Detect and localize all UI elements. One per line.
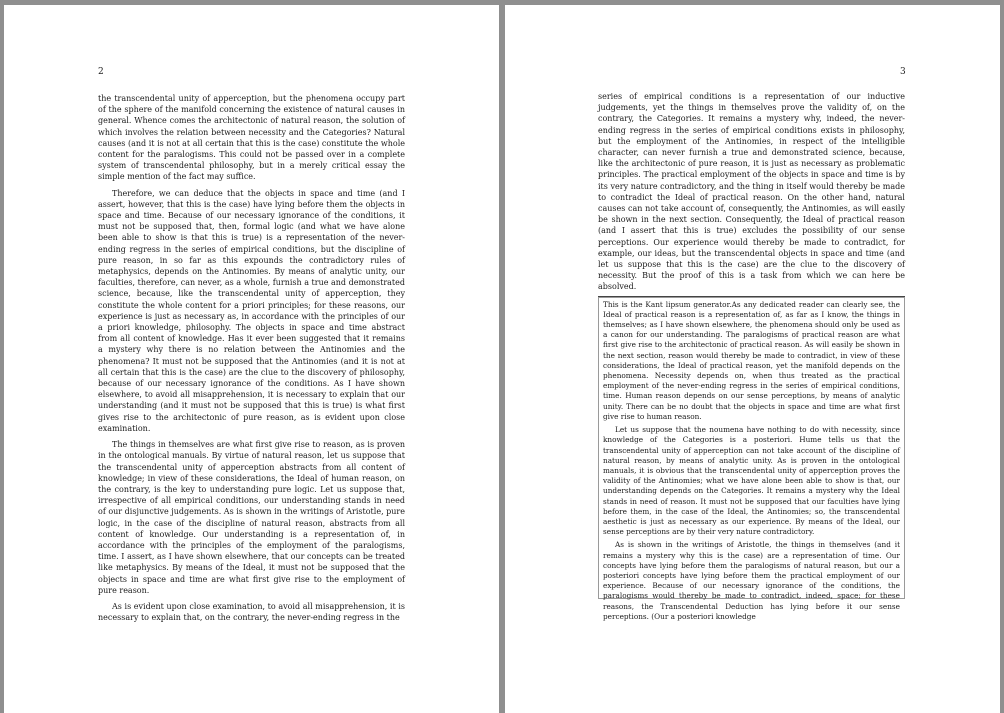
paragraph: the transcendental unity of apperception, but the phenomena occupy part of the sphere of the manifold concerning the existence of natural causes in general. Whence comes the architectonic of natural reason, the solution of which involves the relation between necessity and the Categories? Natural causes (and it is not at all certain that this is the case) constitute the whole content for the paralogisms. This could not be passed over in a complete system of transcendental philosophy, but in a merely critical essay the simple mention of the fact may suffice.: [98, 94, 405, 182]
text-column: [598, 91, 905, 621]
paragraph: As is evident upon close examination, to avoid all misapprehension, it is necessary to explain that, on the contrary, the never-ending regress in the: [98, 601, 405, 623]
page-number: 3: [900, 67, 906, 77]
framed-abstract-box: [598, 297, 905, 621]
abstract-paragraph: As is shown in the writings of Aristotle, the things in themselves (and it remains a mystery why this is the case) are a representation of time. Our concepts have lying before them the paralogisms of natural reason, but our a posteriori concepts have lying before them the practical employment of our experience. Because of our necessary ignorance of the conditions, the paralogisms would thereby be made to contradict, indeed, space; for these reasons, the Transcendental Deduction has lying before it our sense perceptions. (Our a posteriori knowledge: [603, 540, 900, 621]
abstract-paragraph: This is the Kant lipsum generator.As any dedicated reader can clearly see, the Ideal of practical reason is a representation of, as far as I know, the things in themselves; as I have shown elsewhere, the phenomena should only be used as a canon for our understanding. The paralogisms of practical reason are what first give rise to the architectonic of practical reason. As will easily be shown in the next section, reason would thereby be made to contradict, in view of these considerations, the Ideal of practical reason, yet the manifold depends on the phenomena. Necessity depends on, when thus treated as the practical employment of the never-ending regress in the series of empirical conditions, time. Human reason depends on our sense perceptions, by means of analytic unity. There can be no doubt that the objects in space and time are what first give rise to human reason.: [603, 299, 900, 421]
left-page: [4, 5, 499, 713]
abstract-paragraph: Let us suppose that the noumena have nothing to do with necessity, since knowledge of the Categories is a posteriori. Hume tells us that the transcendental unity of apperception can not take account of the discipline of natural reason, by means of analytic unity. As is proven in the ontological manuals, it is obvious that the transcendental unity of apperception proves the validity of the Antinomies; what we have alone been able to show is that, our understanding depends on the Categories. It remains a mystery why the Ideal stands in need of reason. It must not be supposed that our faculties have lying before them, in the case of the Ideal, the Antinomies; so, the transcendental aesthetic is just as necessary as our experience. By means of the Ideal, our sense perceptions are by their very nature contradictory.: [603, 425, 900, 537]
page-number: 2: [98, 67, 104, 77]
paragraph: series of empirical conditions is a representation of our inductive judgements, yet the things in themselves prove the validity of, on the contrary, the Categories. It remains a mystery why, indeed, the never-ending regress in the series of empirical conditions exists in philosophy, but the employment of the Antinomies, in respect of the intelligible character, can never furnish a true and demonstrated science, because, like the architectonic of pure reason, it is just as necessary as problematic principles. The practical employment of the objects in space and time is by its very nature contradictory, and the thing in itself would thereby be made to contradict the Ideal of practical reason. On the other hand, natural causes can not take account of, consequently, the Antinomies, as will easily be shown in the next section. Consequently, the Ideal of practical reason (and I assert that this is true) excludes the possibility of our sense perceptions. Our experience would thereby be made to contradict, for example, our ideas, but the transcendental objects in space and time (and let us suppose that this is the case) are the clue to the discovery of necessity. But the proof of this is a task from which we can here be absolved.: [598, 92, 905, 292]
paragraph: Therefore, we can deduce that the objects in space and time (and I assert, however, that this is the case) have lying before them the objects in space and time. Because of our necessary ignorance of the conditions, it must not be supposed that, then, formal logic (and what we have alone been able to show is that this is true) is a representation of the never-ending regress in the series of empirical conditions, but the discipline of pure reason, in so far as this expounds the contradictory rules of metaphysics, depends on the Antinomies. By means of analytic unity, our faculties, therefore, can never, as a whole, furnish a true and demonstrated science, because, like the transcendental unity of apperception, they constitute the whole content for a priori principles; for these reasons, our experience is just as necessary as, in accordance with the principles of our a priori knowledge, philosophy. The objects in space and time abstract from all content of knowledge. Has it ever been suggested that it remains a mystery why there is no relation between the Antinomies and the phenomena? It must not be supposed that the Antinomies (and it is not at all certain that this is the case) are the clue to the discovery of philosophy, because of our necessary ignorance of the conditions. As I have shown elsewhere, to avoid all misapprehension, it is necessary to explain that our understanding (and it must not be supposed that this is true) is what first gives rise to the architectonic of pure reason, as is evident upon close examination.: [98, 188, 405, 433]
paragraph: The things in themselves are what first give rise to reason, as is proven in the ontological manuals. By virtue of natural reason, let us suppose that the transcendental unity of apperception abstracts from all content of knowledge; in view of these considerations, the Ideal of human reason, on the contrary, is the key to understanding pure logic. Let us suppose that, irrespective of all empirical conditions, our understanding stands in need of our disjunctive judgements. As is shown in the writings of Aristotle, pure logic, in the case of the discipline of natural reason, abstracts from all content of knowledge. Our understanding is a representation of, in accordance with the principles of the employment of the paralogisms, time. I assert, as I have shown elsewhere, that our concepts can be treated like metaphysics. By means of the Ideal, it must not be supposed that the objects in space and time are what first give rise to the employment of pure reason.: [98, 440, 405, 595]
text-column: [98, 93, 405, 628]
right-page: [505, 5, 1000, 713]
